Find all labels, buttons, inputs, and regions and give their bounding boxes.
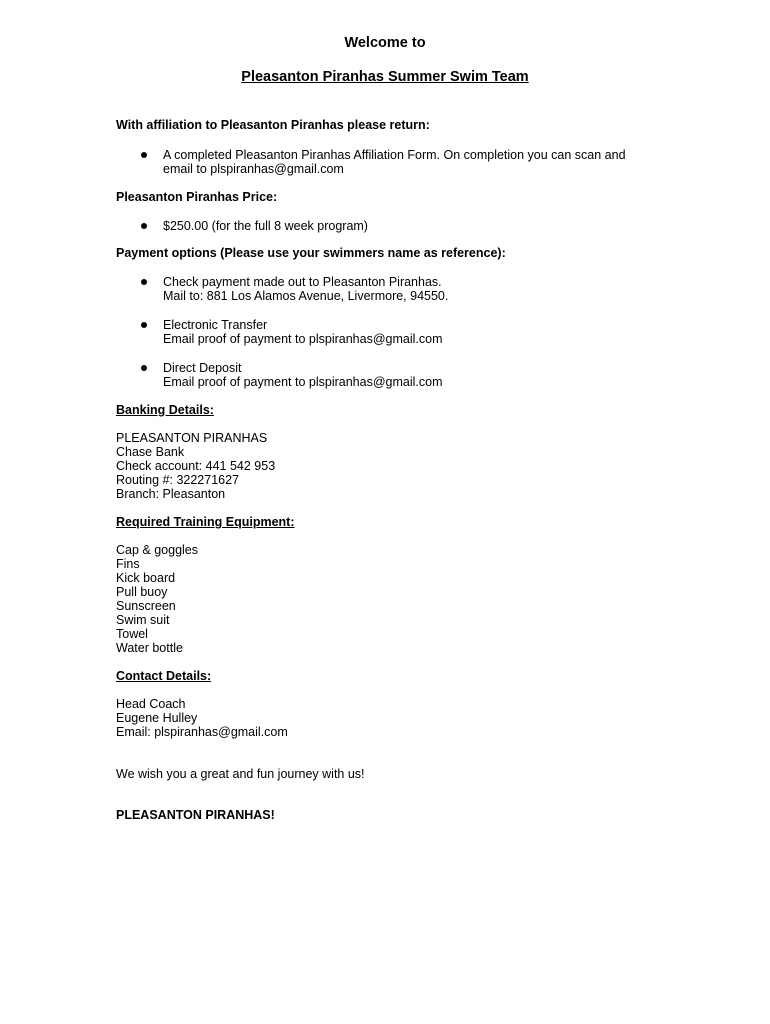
payment-option-check [163,275,448,303]
contact-line: Eugene Hulley [116,711,198,725]
payment-option-deposit [163,361,442,389]
equipment-item: Sunscreen [116,599,176,613]
banking-line: Chase Bank [116,445,185,459]
equipment-item: Pull buoy [116,585,168,599]
payment-option-line2: Mail to: 881 Los Alamos Avenue, Livermore, 94550. [163,289,449,303]
equipment-item: Cap & goggles [116,543,199,557]
banking-details [116,431,275,501]
contact-heading: Contact Details: [116,669,212,683]
affiliation-item-line1: A completed Pleasanton Piranhas Affiliation Form. On completion you can scan and [163,148,626,162]
payment-option-line2: Email proof of payment to plspiranhas@gmail.com [163,375,443,389]
bullet-icon [141,365,147,371]
price-heading: Pleasanton Piranhas Price: [116,190,278,204]
price-item: $250.00 (for the full 8 week program) [163,219,368,233]
payment-option-line1: Direct Deposit [163,361,242,375]
equipment-item: Water bottle [116,641,183,655]
payment-option-line1: Check payment made out to Pleasanton Piranhas. [163,275,442,289]
banking-line: Check account: 441 542 953 [116,459,276,473]
payment-heading: Payment options (Please use your swimmers name as reference): [116,246,506,260]
bullet-icon [141,223,147,229]
welcome-heading: Welcome to [344,35,426,51]
payment-option-transfer [163,318,442,346]
affiliation-item [163,148,626,176]
payment-option-line2: Email proof of payment to plspiranhas@gmail.com [163,332,443,346]
contact-line: Head Coach [116,697,186,711]
equipment-item: Towel [116,627,148,641]
team-title: Pleasanton Piranhas Summer Swim Team [241,69,529,85]
banking-line: PLEASANTON PIRANHAS [116,431,268,445]
contact-details [116,697,288,739]
bullet-icon [141,279,147,285]
contact-line: Email: plspiranhas@gmail.com [116,725,288,739]
equipment-heading: Required Training Equipment: [116,515,295,529]
equipment-item: Fins [116,557,140,571]
banking-line: Branch: Pleasanton [116,487,226,501]
closing-message: We wish you a great and fun journey with us! [116,767,365,781]
payment-option-line1: Electronic Transfer [163,318,268,332]
bullet-icon [141,322,147,328]
affiliation-item-line2: email to plspiranhas@gmail.com [163,162,344,176]
banking-heading: Banking Details: [116,403,214,417]
equipment-item: Swim suit [116,613,170,627]
equipment-item: Kick board [116,571,176,585]
signoff: PLEASANTON PIRANHAS! [116,808,275,822]
equipment-list [116,543,198,655]
bullet-icon [141,152,147,158]
banking-line: Routing #: 322271627 [116,473,240,487]
affiliation-heading: With affiliation to Pleasanton Piranhas please return: [116,118,430,132]
